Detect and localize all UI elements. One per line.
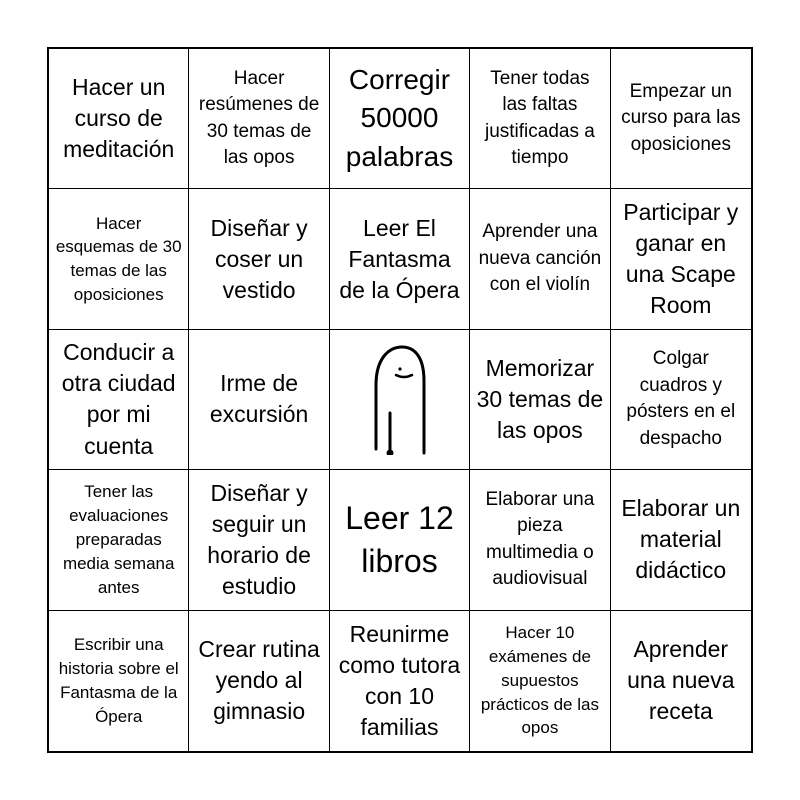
bingo-cell-21[interactable] xyxy=(49,611,189,751)
bingo-cell-4[interactable] xyxy=(470,49,610,189)
bingo-cell-6[interactable] xyxy=(49,189,189,329)
cell-text: Escribir una historia sobre el Fantasma de la Ópera xyxy=(58,635,179,726)
cell-text: Diseñar y seguir un horario de estudio xyxy=(207,479,311,599)
bingo-cell-20[interactable] xyxy=(611,470,751,610)
bingo-cell-7[interactable] xyxy=(189,189,329,329)
cell-text: Corregir 50000 palabras xyxy=(345,63,454,172)
cell-text: Memorizar 30 temas de las opos xyxy=(476,354,604,444)
bingo-cell-11[interactable] xyxy=(49,330,189,470)
cell-text: Irme de excursión xyxy=(209,370,309,428)
cell-text: Diseñar y coser un vestido xyxy=(210,214,308,303)
bingo-cell-2[interactable] xyxy=(189,49,329,189)
cell-text: Aprender una nueva canción con el violín xyxy=(478,221,602,296)
cell-text: Hacer esquemas de 30 temas de las oposiciones xyxy=(55,213,182,304)
bingo-cell-23[interactable] xyxy=(330,611,470,751)
bingo-cell-16[interactable] xyxy=(49,470,189,610)
bingo-cell-3[interactable] xyxy=(330,49,470,189)
cell-text: Reunirme como tutora con 10 familias xyxy=(338,620,461,740)
cell-text: Hacer resúmenes de 30 temas de las opos xyxy=(198,67,320,169)
bingo-cell-9[interactable] xyxy=(470,189,610,329)
bingo-cell-12[interactable] xyxy=(189,330,329,470)
bingo-cell-18[interactable] xyxy=(330,470,470,610)
bingo-cell-19[interactable] xyxy=(470,470,610,610)
bingo-cell-15[interactable] xyxy=(611,330,751,470)
bingo-board xyxy=(47,47,753,753)
bingo-cell-22[interactable] xyxy=(189,611,329,751)
cell-text: Elaborar una pieza multimedia o audiovisual xyxy=(485,488,595,590)
cell-text: Leer El Fantasma de la Ópera xyxy=(339,214,460,303)
cell-text: Participar y ganar en una Scape Room xyxy=(623,199,739,319)
cell-text: Hacer un curso de meditación xyxy=(63,74,175,163)
cell-text: Aprender una nueva receta xyxy=(627,636,735,725)
bingo-free-space[interactable] xyxy=(330,330,470,470)
bingo-cell-8[interactable] xyxy=(330,189,470,329)
cell-text: Conducir a otra ciudad por mi cuenta xyxy=(61,339,176,459)
cell-text: Colgar cuadros y pósters en el despacho xyxy=(626,348,736,450)
bingo-cell-17[interactable] xyxy=(189,470,329,610)
cell-text: Hacer 10 exámenes de supuestos prácticos de las opos xyxy=(480,623,599,738)
cell-text: Leer 12 libros xyxy=(345,499,454,579)
bingo-cell-5[interactable] xyxy=(611,49,751,189)
bingo-cell-14[interactable] xyxy=(470,330,610,470)
bingo-cell-1[interactable] xyxy=(49,49,189,189)
bingo-cell-24[interactable] xyxy=(470,611,610,751)
cell-text: Tener las evaluaciones preparadas media semana antes xyxy=(62,482,175,597)
cell-text: Crear rutina yendo al gimnasio xyxy=(198,636,320,725)
bingo-cell-25[interactable] xyxy=(611,611,751,751)
cell-text: Elaborar un material didáctico xyxy=(621,495,741,584)
bingo-cell-10[interactable] xyxy=(611,189,751,329)
cell-text: Tener todas las faltas justificadas a tiempo xyxy=(484,67,595,169)
cell-text: Empezar un curso para las oposiciones xyxy=(621,80,741,155)
flork-meme-face-icon xyxy=(368,343,430,455)
